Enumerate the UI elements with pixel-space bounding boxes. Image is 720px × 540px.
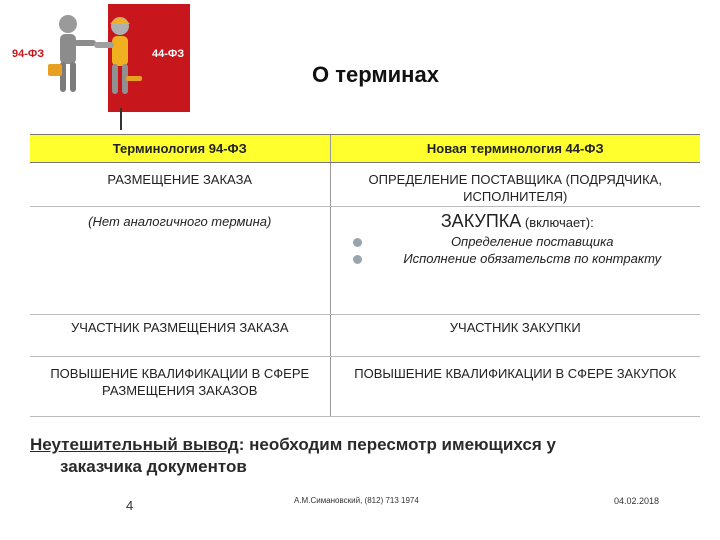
conclusion-line2: заказчика документов — [60, 457, 247, 476]
zakupka-word: ЗАКУПКА — [440, 211, 522, 231]
divider-line — [120, 108, 122, 130]
table-row — [30, 207, 700, 315]
bullet-text: Исполнение обязательств по контракту — [403, 251, 662, 266]
zakupka-rest: (включает): — [521, 215, 594, 230]
table-row — [30, 163, 700, 207]
header-old-terms: Терминология 94-ФЗ — [30, 135, 330, 163]
new-term-cell — [330, 207, 700, 315]
new-term-cell: УЧАСТНИК ЗАКУПКИ — [330, 315, 700, 357]
logo — [10, 4, 190, 112]
table-row — [30, 315, 700, 357]
old-term-cell: РАЗМЕЩЕНИЕ ЗАКАЗА — [30, 163, 330, 207]
table-row — [30, 357, 700, 417]
old-term-cell: УЧАСТНИК РАЗМЕЩЕНИЯ ЗАКАЗА — [30, 315, 330, 357]
old-term-cell: ПОВЫШЕНИЕ КВАЛИФИКАЦИИ В СФЕРЕ РАЗМЕЩЕНИЯ ЗАКАЗОВ — [30, 357, 330, 417]
conclusion-prefix: Неутешительный вывод — [30, 435, 239, 454]
footer-author: А.М.Симановский, (812) 713 1974 — [294, 496, 419, 505]
bullet-text: Определение поставщика — [450, 234, 614, 249]
table-header-row — [30, 135, 700, 163]
page-number: 4 — [126, 498, 134, 513]
conclusion-line1: : необходим пересмотр имеющихся у — [238, 435, 556, 454]
logo-left-label: 94-ФЗ — [12, 48, 45, 60]
conclusion-text — [30, 434, 680, 478]
logo-right-label: 44-ФЗ — [152, 48, 185, 60]
page-title: О терминах — [312, 62, 439, 87]
old-term-cell: (Нет аналогичного термина) — [30, 207, 330, 315]
footer-date: 04.02.2018 — [614, 496, 660, 506]
bullet-dot-icon — [353, 238, 362, 247]
list-item — [335, 250, 701, 267]
handshake-figures-icon — [40, 10, 150, 106]
header-new-terms: Новая терминология 44-ФЗ — [330, 135, 700, 163]
terminology-table — [30, 134, 700, 417]
list-item — [335, 233, 701, 250]
zakupka-lead — [335, 213, 701, 231]
bullet-dot-icon — [353, 255, 362, 264]
new-term-cell: ОПРЕДЕЛЕНИЕ ПОСТАВЩИКА (ПОДРЯДЧИКА, ИСПОЛНИТЕЛЯ) — [330, 163, 700, 207]
new-term-cell: ПОВЫШЕНИЕ КВАЛИФИКАЦИИ В СФЕРЕ ЗАКУПОК — [330, 357, 700, 417]
